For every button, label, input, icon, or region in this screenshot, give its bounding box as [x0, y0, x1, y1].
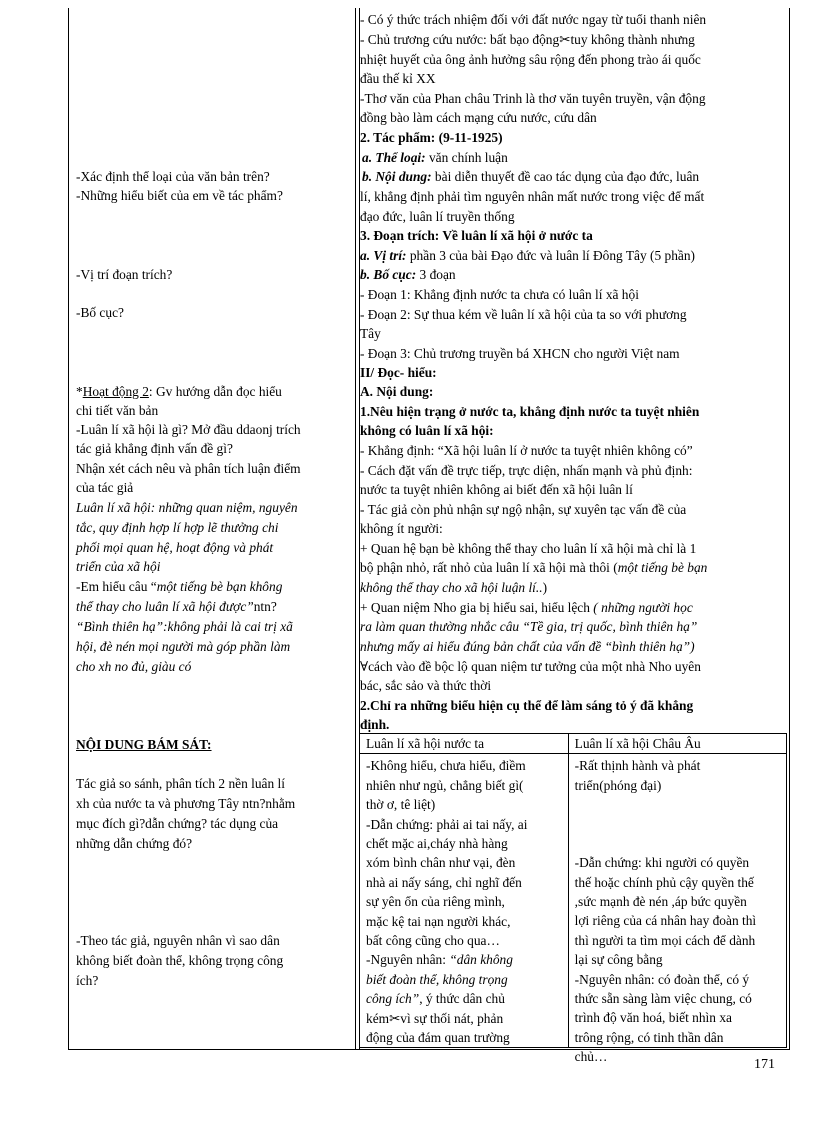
- cell-line: thì người ta tìm mọi cách để dành: [574, 932, 756, 948]
- table-cell-vn: [360, 754, 569, 1048]
- content-line: nhưng mấy ai hiểu đúng bản chất của vấn đề “bình thiên hạ”): [360, 639, 695, 654]
- content-line: đồng bào làm cách mạng cứu nước, cứu dân: [360, 110, 597, 125]
- content-line: - Chủ trương cứu nước: bất bạo động✂tuy không thành nhưng: [360, 32, 695, 47]
- question-social-ethics: -Luân lí xã hội là gì? Mở đầu ddaonj trích: [76, 422, 301, 437]
- question-cause: ích?: [76, 973, 99, 988]
- cell-line: kém✂vì sự thối nát, phản: [366, 1010, 504, 1026]
- column-divider: [355, 8, 356, 1049]
- question-genre: -Xác định thể loại của văn bản trên?: [76, 169, 270, 184]
- table-header: Luân lí xã hội Châu Âu: [568, 734, 786, 754]
- question-argument-cont: của tác giả: [76, 480, 134, 495]
- cell-line: mặc kệ tai nạn người khác,: [366, 913, 511, 929]
- definition-line: tắc, quy định hợp lí hợp lẽ thưởng chi: [76, 520, 279, 535]
- content-line: + Quan niệm Nho gia bị hiểu sai, hiểu lệch ( những người học: [360, 600, 693, 615]
- content-line: a. Vị trí: phần 3 của bài Đạo đức và luân lí Đông Tây (5 phần): [360, 248, 696, 263]
- cell-line: lợi riêng của cá nhân hay đoàn thì: [574, 913, 757, 929]
- page-number: 171: [754, 1057, 775, 1072]
- cell-line: -Nguyên nhân: “dân không: [366, 952, 513, 968]
- cell-line: -Nguyên nhân: có đoàn thể, có ý: [574, 971, 750, 987]
- question-cause: -Theo tác giả, nguyên nhân vì sao dân: [76, 933, 280, 948]
- content-line: - Khẳng định: “Xã hội luân lí ở nước ta tuyệt nhiên không có”: [360, 443, 693, 458]
- cell-line: triển(phóng đại): [574, 777, 662, 793]
- section-title: 3. Đoạn trích: Về luân lí xã hội ở nước ta: [360, 228, 593, 243]
- section-title: không có luân lí xã hội:: [360, 423, 494, 438]
- question-compare: những dẫn chứng đó?: [76, 836, 193, 851]
- activity-2-title: *Hoạt động 2: Gv hướng dẫn đọc hiểu: [76, 384, 282, 399]
- cell-line: nhà ai nấy sáng, chỉ nghĩ đến: [366, 874, 522, 890]
- content-line: nhiệt huyết của ông ảnh hưởng sâu rộng đến phong trào ái quốc: [360, 52, 701, 67]
- note-line: cho xh no đủ, giàu có: [76, 659, 192, 674]
- scissors-icon: ✂: [389, 1010, 401, 1026]
- content-line: b. Nội dung: bài diễn thuyết đề cao tác dụng của đạo đức, luân: [362, 169, 700, 184]
- content-line: + Quan hệ bạn bè không thể thay cho luân lí xã hội mà chỉ là 1: [360, 541, 697, 556]
- content-line: Tây: [360, 326, 381, 341]
- note-line: hội, đè nén mọi người mà góp phần làm: [76, 639, 291, 654]
- content-line: - Đoạn 1: Khẳng định nước ta chưa có luân lí xã hội: [360, 287, 639, 302]
- content-line: bộ phận nhỏ, rất nhỏ của luân lí xã hội mà thôi (một tiếng bè bạn: [360, 560, 708, 575]
- definition-line: Luân lí xã hội: những quan niệm, nguyên: [76, 500, 298, 515]
- section-title: định.: [360, 717, 390, 732]
- section-heading: NỘI DUNG BÁM SÁT:: [76, 737, 212, 752]
- cell-line: nhiên như ngủ, chẳng biết gì(: [366, 777, 524, 793]
- section-title: 2. Tác phẩm: (9-11-1925): [360, 130, 503, 145]
- cell-line: thức sẵn sàng làm việc chung, có: [574, 991, 752, 1007]
- cell-content: [575, 756, 787, 1066]
- cell-line: xóm bình chân như vại, đèn: [366, 855, 516, 871]
- question-social-ethics-cont: tác giả khẳng định vấn đề gì?: [76, 441, 233, 456]
- cell-line: trông rộng, có tinh thần dân: [574, 1029, 724, 1045]
- question-cause: không biết đoàn thể, không trọng công: [76, 953, 284, 968]
- cell-line: -Dẫn chứng: khi người có quyền: [574, 855, 750, 871]
- cell-line: ,sức mạnh đè nén ,áp bức quyền: [574, 894, 747, 910]
- content-line: bác, sắc sảo và thức thời: [360, 678, 492, 693]
- question-compare: mục đích gì?dẫn chứng? tác dụng của: [76, 816, 279, 831]
- content-line: - Tác giả còn phủ nhận sự ngộ nhận, sự xuyên tạc vấn đề của: [360, 502, 687, 517]
- content-line: - Đoạn 2: Sự thua kém về luân lí xã hội của ta so với phương: [360, 307, 687, 322]
- question-quote-cont: thể thay cho luân lí xã hội được”ntn?: [76, 599, 277, 614]
- cell-line: bất công cũng cho qua…: [366, 933, 500, 949]
- question-quote: -Em hiểu câu “một tiếng bè bạn không: [76, 579, 283, 594]
- question-argument: Nhận xét cách nêu và phân tích luận điểm: [76, 461, 301, 476]
- cell-line: trình độ văn hoá, biết nhìn xa: [574, 1010, 732, 1026]
- content-line: - Cách đặt vấn đề trực tiếp, trực diện, nhấn mạnh và phủ định:: [360, 463, 693, 478]
- section-title: II/ Đọc- hiểu:: [360, 365, 437, 380]
- content-line: - Có ý thức trách nhiệm đối với đất nước ngay từ tuổi thanh niên: [360, 12, 707, 27]
- cell-line: thờ ơ, tê liệt): [366, 797, 436, 813]
- cell-line: thế hoặc chính phủ cậy quyền thế: [574, 874, 754, 890]
- cell-spacer: [575, 795, 787, 853]
- content-line: -Thơ văn của Phan châu Trinh là thơ văn tuyên truyền, vận động: [360, 91, 706, 106]
- section-title: A. Nội dung:: [360, 384, 434, 399]
- section-title: 2.Chỉ ra những biểu hiện cụ thể để làm sáng tỏ ý đã khẳng: [360, 698, 694, 713]
- check-icon: ∀: [360, 659, 369, 674]
- content-line: lí, khẳng định phải tìm nguyên nhân mất nước trong việc để mất: [360, 189, 705, 204]
- content-line: đạo đức, luân lí truyền thống: [360, 209, 515, 224]
- activity-2-line: chi tiết văn bản: [76, 403, 159, 418]
- question-position: -Vị trí đoạn trích?: [76, 267, 173, 282]
- activity-2-link: Hoạt động 2: [82, 384, 149, 399]
- content-line: a. Thể loại: văn chính luận: [362, 150, 508, 165]
- table-header: Luân lí xã hội nước ta: [360, 734, 569, 754]
- definition-line: phối mọi quan hệ, hoạt động và phát: [76, 540, 274, 555]
- section-title: 1.Nêu hiện trạng ở nước ta, khẳng định nước ta tuyệt nhiên: [360, 404, 700, 419]
- question-work: -Những hiểu biết của em về tác phẩm?: [76, 188, 283, 203]
- cell-content: [366, 756, 566, 1047]
- cell-line: -Dẫn chứng: phải ai tai nấy, ai: [366, 816, 528, 832]
- cell-line: -Không hiểu, chưa hiểu, điềm: [366, 758, 526, 774]
- cell-line: biết đoàn thể, không trọng: [366, 971, 508, 987]
- content-line: - Đoạn 3: Chủ trương truyền bá XHCN cho người Việt nam: [360, 346, 680, 361]
- definition-line: triển của xã hội: [76, 559, 161, 574]
- content-line: ra làm quan thường nhắc câu “Tề gia, trị quốc, bình thiên hạ”: [360, 619, 698, 634]
- cell-line: -Rất thịnh hành và phát: [574, 758, 701, 774]
- content-line: b. Bố cục: 3 đoạn: [360, 267, 456, 282]
- content-line: đầu thế kỉ XX: [360, 71, 436, 86]
- question-compare: xh của nước ta và phương Tây ntn?nhằm: [76, 796, 296, 811]
- cell-line: công ích”, ý thức dân chủ: [366, 991, 505, 1007]
- question-compare: Tác giả so sánh, phân tích 2 nền luân lí: [76, 776, 285, 791]
- content-line: không thể thay cho xã hội luận lí..): [360, 580, 548, 595]
- note-line: “Bình thiên hạ”:không phải là cai trị xã: [76, 619, 293, 634]
- cell-line: lại sự công bằng: [574, 952, 663, 968]
- scissors-icon: ✂: [559, 32, 571, 47]
- content-line: nước ta tuyệt nhiên không ai biết đến xã hội luân lí: [360, 482, 633, 497]
- question-structure: -Bố cục?: [76, 305, 124, 320]
- cell-line: chủ…: [574, 1049, 608, 1065]
- content-line: không ít người:: [360, 521, 443, 536]
- cell-line: sự yên ổn của riêng mình,: [366, 894, 505, 910]
- content-line: ∀cách vào đề bộc lộ quan niệm tư tưởng của một nhà Nho uyên: [360, 659, 701, 674]
- cell-line: động của đám quan trường: [366, 1030, 510, 1046]
- cell-line: chết mặc ai,cháy nhà hàng: [366, 836, 508, 852]
